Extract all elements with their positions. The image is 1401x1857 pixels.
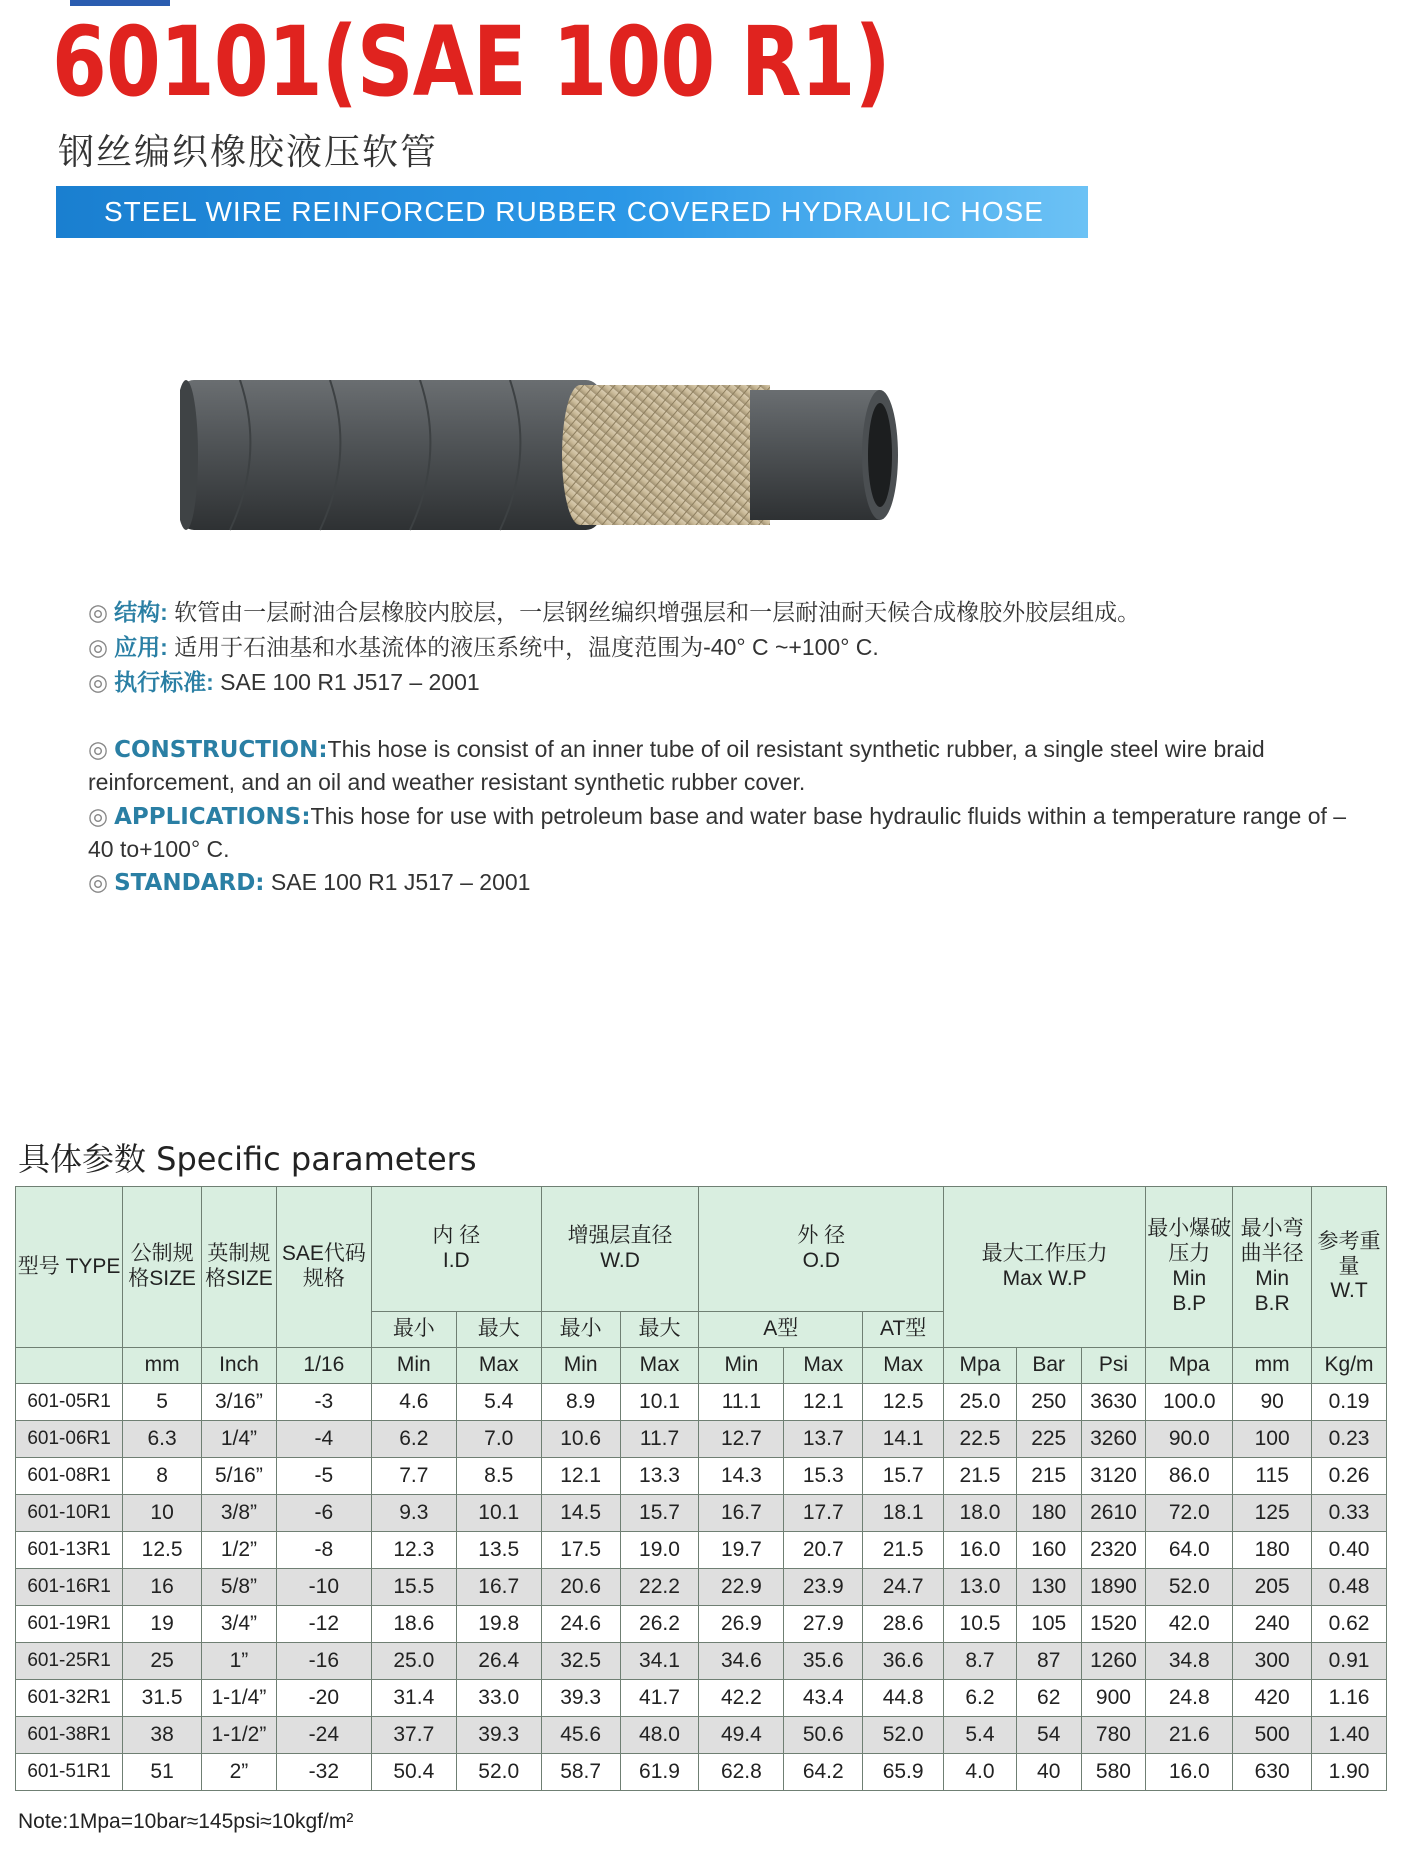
value-cell: 33.0: [456, 1680, 541, 1717]
value-cell: 7.0: [456, 1421, 541, 1458]
value-cell: 22.2: [620, 1569, 699, 1606]
value-cell: 42.0: [1146, 1606, 1233, 1643]
value-cell: 240: [1233, 1606, 1312, 1643]
value-cell: 90.0: [1146, 1421, 1233, 1458]
value-cell: 180: [1233, 1532, 1312, 1569]
value-cell: 44.8: [863, 1680, 944, 1717]
value-cell: 5: [123, 1384, 202, 1421]
value-cell: 86.0: [1146, 1458, 1233, 1495]
value-cell: -3: [276, 1384, 371, 1421]
table-row: [16, 1458, 1387, 1495]
subheader-max: 最大: [620, 1312, 699, 1348]
info-cn-1: [88, 596, 1348, 628]
table-row: [16, 1384, 1387, 1421]
table-row: [16, 1569, 1387, 1606]
units-row: [16, 1348, 1387, 1384]
value-cell: 24.7: [863, 1569, 944, 1606]
spec-table-body: [16, 1384, 1387, 1791]
value-cell: 3120: [1081, 1458, 1146, 1495]
subheader-a-type: A型: [699, 1312, 863, 1348]
value-cell: 12.1: [784, 1384, 863, 1421]
value-cell: 50.6: [784, 1717, 863, 1754]
value-cell: 12.3: [371, 1532, 456, 1569]
value-cell: 4.0: [944, 1754, 1017, 1791]
value-cell: 6.2: [944, 1680, 1017, 1717]
value-cell: 12.5: [123, 1532, 202, 1569]
value-cell: 36.6: [863, 1643, 944, 1680]
product-subtitle-cn: 钢丝编织橡胶液压软管: [58, 132, 439, 173]
value-cell: 52.0: [863, 1717, 944, 1754]
value-cell: 3/16”: [202, 1384, 277, 1421]
spec-table: [15, 1186, 1387, 1791]
value-cell: 100.0: [1146, 1384, 1233, 1421]
value-cell: 12.7: [699, 1421, 784, 1458]
unit-cell-empty: [16, 1348, 123, 1384]
value-cell: 0.62: [1312, 1606, 1387, 1643]
value-cell: 15.3: [784, 1458, 863, 1495]
value-cell: 10.6: [541, 1421, 620, 1458]
value-cell: 0.48: [1312, 1569, 1387, 1606]
value-cell: 16.7: [456, 1569, 541, 1606]
header-burst-pressure: 最小爆破压力 Min B.P: [1146, 1187, 1233, 1348]
hose-cover: [180, 380, 600, 530]
value-cell: 19.7: [699, 1532, 784, 1569]
value-cell: 9.3: [371, 1495, 456, 1532]
value-cell: 13.7: [784, 1421, 863, 1458]
header-type: 型号 TYPE: [16, 1187, 123, 1348]
value-cell: 18.0: [944, 1495, 1017, 1532]
value-cell: 19.0: [620, 1532, 699, 1569]
construction-label-cn: 结构:: [114, 599, 168, 625]
value-cell: 72.0: [1146, 1495, 1233, 1532]
value-cell: -32: [276, 1754, 371, 1791]
header-outer-diameter: 外 径 O.D: [699, 1187, 944, 1312]
value-cell: 11.7: [620, 1421, 699, 1458]
type-cell: 601-16R1: [16, 1569, 123, 1606]
value-cell: 23.9: [784, 1569, 863, 1606]
value-cell: 13.5: [456, 1532, 541, 1569]
value-cell: 0.23: [1312, 1421, 1387, 1458]
value-cell: 19: [123, 1606, 202, 1643]
value-cell: -8: [276, 1532, 371, 1569]
value-cell: 49.4: [699, 1717, 784, 1754]
value-cell: 24.6: [541, 1606, 620, 1643]
value-cell: 21.5: [944, 1458, 1017, 1495]
value-cell: 40: [1016, 1754, 1081, 1791]
value-cell: 35.6: [784, 1643, 863, 1680]
standard-text-cn: SAE 100 R1 J517 – 2001: [220, 669, 480, 695]
value-cell: 61.9: [620, 1754, 699, 1791]
standard-label-en: STANDARD:: [114, 870, 265, 896]
application-text-cn: 适用于石油基和水基流体的液压系统中，温度范围为-40° C ~+100° C.: [174, 634, 879, 660]
value-cell: 26.9: [699, 1606, 784, 1643]
subheader-at-type: AT型: [863, 1312, 944, 1348]
bullet-icon: ◎: [88, 803, 109, 829]
value-cell: 130: [1016, 1569, 1081, 1606]
value-cell: 34.8: [1146, 1643, 1233, 1680]
value-cell: 1”: [202, 1643, 277, 1680]
value-cell: 250: [1016, 1384, 1081, 1421]
unit-cell: Min: [371, 1348, 456, 1384]
value-cell: 7.7: [371, 1458, 456, 1495]
value-cell: 38: [123, 1717, 202, 1754]
value-cell: 12.5: [863, 1384, 944, 1421]
value-cell: 34.1: [620, 1643, 699, 1680]
value-cell: 1-1/4”: [202, 1680, 277, 1717]
value-cell: 10.5: [944, 1606, 1017, 1643]
value-cell: 225: [1016, 1421, 1081, 1458]
standard-text-en: SAE 100 R1 J517 – 2001: [270, 869, 531, 895]
table-row: [16, 1532, 1387, 1569]
value-cell: 630: [1233, 1754, 1312, 1791]
value-cell: 14.1: [863, 1421, 944, 1458]
value-cell: 4.6: [371, 1384, 456, 1421]
table-row: [16, 1606, 1387, 1643]
value-cell: 3260: [1081, 1421, 1146, 1458]
value-cell: 50.4: [371, 1754, 456, 1791]
value-cell: 51: [123, 1754, 202, 1791]
value-cell: 22.5: [944, 1421, 1017, 1458]
value-cell: 780: [1081, 1717, 1146, 1754]
value-cell: 10.1: [620, 1384, 699, 1421]
value-cell: 8.5: [456, 1458, 541, 1495]
value-cell: 52.0: [456, 1754, 541, 1791]
value-cell: 5/8”: [202, 1569, 277, 1606]
value-cell: 8.9: [541, 1384, 620, 1421]
header-weight: 参考重量 W.T: [1312, 1187, 1387, 1348]
value-cell: 180: [1016, 1495, 1081, 1532]
value-cell: 8.7: [944, 1643, 1017, 1680]
value-cell: 14.5: [541, 1495, 620, 1532]
value-cell: -24: [276, 1717, 371, 1754]
value-cell: 13.3: [620, 1458, 699, 1495]
unit-cell: Max: [620, 1348, 699, 1384]
value-cell: 65.9: [863, 1754, 944, 1791]
value-cell: 6.2: [371, 1421, 456, 1458]
value-cell: -6: [276, 1495, 371, 1532]
application-label-cn: 应用:: [114, 634, 168, 660]
value-cell: 17.7: [784, 1495, 863, 1532]
value-cell: 11.1: [699, 1384, 784, 1421]
header-inner-diameter: 内 径 I.D: [371, 1187, 541, 1312]
type-cell: 601-38R1: [16, 1717, 123, 1754]
value-cell: 420: [1233, 1680, 1312, 1717]
value-cell: 62.8: [699, 1754, 784, 1791]
value-cell: 0.40: [1312, 1532, 1387, 1569]
value-cell: 115: [1233, 1458, 1312, 1495]
value-cell: 100: [1233, 1421, 1312, 1458]
value-cell: 31.4: [371, 1680, 456, 1717]
unit-cell: 1/16: [276, 1348, 371, 1384]
value-cell: 17.5: [541, 1532, 620, 1569]
value-cell: 43.4: [784, 1680, 863, 1717]
value-cell: 32.5: [541, 1643, 620, 1680]
type-cell: 601-25R1: [16, 1643, 123, 1680]
value-cell: 0.33: [1312, 1495, 1387, 1532]
value-cell: 48.0: [620, 1717, 699, 1754]
value-cell: 0.19: [1312, 1384, 1387, 1421]
value-cell: 2610: [1081, 1495, 1146, 1532]
applications-label-en: APPLICATIONS:: [114, 804, 311, 830]
steel-wire-braid: [562, 385, 770, 525]
value-cell: 54: [1016, 1717, 1081, 1754]
unit-cell: Mpa: [1146, 1348, 1233, 1384]
value-cell: 13.0: [944, 1569, 1017, 1606]
header-max-working-pressure: 最大工作压力 Max W.P: [944, 1187, 1146, 1348]
value-cell: 15.7: [620, 1495, 699, 1532]
unit-cell: Min: [541, 1348, 620, 1384]
header-sae-code: SAE代码规格: [276, 1187, 371, 1348]
value-cell: 39.3: [456, 1717, 541, 1754]
construction-text-cn: 软管由一层耐油合层橡胶内胶层，一层钢丝编织增强层和一层耐油耐天候合成橡胶外胶层组成。: [174, 599, 1141, 625]
value-cell: 5.4: [944, 1717, 1017, 1754]
product-title: 60101(SAE 100 R1): [52, 6, 890, 118]
value-cell: 42.2: [699, 1680, 784, 1717]
value-cell: 26.4: [456, 1643, 541, 1680]
value-cell: 25: [123, 1643, 202, 1680]
value-cell: 10: [123, 1495, 202, 1532]
value-cell: -20: [276, 1680, 371, 1717]
value-cell: 18.6: [371, 1606, 456, 1643]
value-cell: 28.6: [863, 1606, 944, 1643]
type-cell: 601-19R1: [16, 1606, 123, 1643]
value-cell: 21.6: [1146, 1717, 1233, 1754]
value-cell: -5: [276, 1458, 371, 1495]
value-cell: 1260: [1081, 1643, 1146, 1680]
value-cell: 87: [1016, 1643, 1081, 1680]
value-cell: 3/8”: [202, 1495, 277, 1532]
unit-note: Note:1Mpa=10bar≈145psi≈10kgf/m²: [18, 1810, 354, 1833]
unit-cell: Max: [784, 1348, 863, 1384]
value-cell: 90: [1233, 1384, 1312, 1421]
construction-label-en: CONSTRUCTION:: [114, 737, 328, 763]
hose-product-image: [180, 380, 1050, 560]
value-cell: 1890: [1081, 1569, 1146, 1606]
value-cell: 205: [1233, 1569, 1312, 1606]
table-row: [16, 1495, 1387, 1532]
value-cell: 18.1: [863, 1495, 944, 1532]
bullet-icon: ◎: [88, 669, 109, 695]
info-en-3: [88, 866, 1348, 899]
value-cell: 160: [1016, 1532, 1081, 1569]
value-cell: 1/2”: [202, 1532, 277, 1569]
header-inch-size: 英制规格SIZE: [202, 1187, 277, 1348]
unit-cell: mm: [123, 1348, 202, 1384]
unit-cell: Mpa: [944, 1348, 1017, 1384]
value-cell: 5.4: [456, 1384, 541, 1421]
table-row: [16, 1717, 1387, 1754]
value-cell: 52.0: [1146, 1569, 1233, 1606]
unit-cell: Kg/m: [1312, 1348, 1387, 1384]
value-cell: 1.16: [1312, 1680, 1387, 1717]
value-cell: 45.6: [541, 1717, 620, 1754]
value-cell: 6.3: [123, 1421, 202, 1458]
type-cell: 601-06R1: [16, 1421, 123, 1458]
value-cell: 105: [1016, 1606, 1081, 1643]
subheader-min: 最小: [371, 1312, 456, 1348]
value-cell: 16.0: [1146, 1754, 1233, 1791]
type-cell: 601-51R1: [16, 1754, 123, 1791]
inner-tube: [750, 390, 898, 520]
table-row: [16, 1421, 1387, 1458]
value-cell: 62: [1016, 1680, 1081, 1717]
product-banner: STEEL WIRE REINFORCED RUBBER COVERED HYDRAULIC HOSE: [56, 186, 1088, 238]
value-cell: 58.7: [541, 1754, 620, 1791]
value-cell: 1520: [1081, 1606, 1146, 1643]
value-cell: 500: [1233, 1717, 1312, 1754]
value-cell: -4: [276, 1421, 371, 1458]
bullet-icon: ◎: [88, 599, 109, 625]
table-row: [16, 1680, 1387, 1717]
value-cell: 3630: [1081, 1384, 1146, 1421]
value-cell: 3/4”: [202, 1606, 277, 1643]
value-cell: 215: [1016, 1458, 1081, 1495]
info-cn-3: [88, 666, 1348, 698]
table-row: [16, 1754, 1387, 1791]
value-cell: 900: [1081, 1680, 1146, 1717]
value-cell: 24.8: [1146, 1680, 1233, 1717]
value-cell: 1.40: [1312, 1717, 1387, 1754]
value-cell: 26.2: [620, 1606, 699, 1643]
value-cell: -16: [276, 1643, 371, 1680]
bullet-icon: ◎: [88, 736, 109, 762]
value-cell: 21.5: [863, 1532, 944, 1569]
value-cell: 1/4”: [202, 1421, 277, 1458]
table-row: [16, 1643, 1387, 1680]
value-cell: 25.0: [944, 1384, 1017, 1421]
unit-cell: Bar: [1016, 1348, 1081, 1384]
section-title: 具体参数 Specific parameters: [18, 1140, 477, 1178]
value-cell: 2”: [202, 1754, 277, 1791]
value-cell: 22.9: [699, 1569, 784, 1606]
value-cell: 1-1/2”: [202, 1717, 277, 1754]
type-cell: 601-08R1: [16, 1458, 123, 1495]
info-en-1: [88, 733, 1348, 798]
value-cell: 1.90: [1312, 1754, 1387, 1791]
bullet-icon: ◎: [88, 634, 109, 660]
value-cell: 2320: [1081, 1532, 1146, 1569]
unit-cell: Max: [456, 1348, 541, 1384]
unit-cell: Min: [699, 1348, 784, 1384]
value-cell: 39.3: [541, 1680, 620, 1717]
applications-text-en: This hose for use with petroleum base and water base hydraulic fluids within a temperature range of – 40 to+100° C.: [88, 803, 1347, 863]
value-cell: 20.7: [784, 1532, 863, 1569]
standard-label-cn: 执行标准:: [114, 669, 214, 695]
value-cell: 0.91: [1312, 1643, 1387, 1680]
value-cell: 41.7: [620, 1680, 699, 1717]
header-metric-size: 公制规格SIZE: [123, 1187, 202, 1348]
value-cell: 37.7: [371, 1717, 456, 1754]
info-cn-2: [88, 631, 1348, 663]
value-cell: 64.0: [1146, 1532, 1233, 1569]
value-cell: 20.6: [541, 1569, 620, 1606]
unit-cell: Max: [863, 1348, 944, 1384]
value-cell: 16.7: [699, 1495, 784, 1532]
value-cell: 8: [123, 1458, 202, 1495]
type-cell: 601-13R1: [16, 1532, 123, 1569]
value-cell: 16.0: [944, 1532, 1017, 1569]
value-cell: -10: [276, 1569, 371, 1606]
construction-text-en: This hose is consist of an inner tube of oil resistant synthetic rubber, a single steel wire braid reinforcement, and an oil and weather resistant synthetic rubber cover.: [88, 736, 1265, 796]
type-cell: 601-32R1: [16, 1680, 123, 1717]
header-bend-radius: 最小弯曲半径 Min B.R: [1233, 1187, 1312, 1348]
value-cell: 5/16”: [202, 1458, 277, 1495]
type-cell: 601-10R1: [16, 1495, 123, 1532]
header-wire-diameter: 增强层直径 W.D: [541, 1187, 699, 1312]
unit-cell: Inch: [202, 1348, 277, 1384]
unit-cell: mm: [1233, 1348, 1312, 1384]
value-cell: 12.1: [541, 1458, 620, 1495]
value-cell: 31.5: [123, 1680, 202, 1717]
value-cell: 10.1: [456, 1495, 541, 1532]
value-cell: 15.5: [371, 1569, 456, 1606]
value-cell: 125: [1233, 1495, 1312, 1532]
value-cell: -12: [276, 1606, 371, 1643]
type-cell: 601-05R1: [16, 1384, 123, 1421]
value-cell: 14.3: [699, 1458, 784, 1495]
value-cell: 25.0: [371, 1643, 456, 1680]
value-cell: 580: [1081, 1754, 1146, 1791]
subheader-min: 最小: [541, 1312, 620, 1348]
info-en-2: [88, 800, 1348, 865]
value-cell: 64.2: [784, 1754, 863, 1791]
value-cell: 300: [1233, 1643, 1312, 1680]
value-cell: 19.8: [456, 1606, 541, 1643]
value-cell: 15.7: [863, 1458, 944, 1495]
subheader-max: 最大: [456, 1312, 541, 1348]
bullet-icon: ◎: [88, 869, 109, 895]
value-cell: 16: [123, 1569, 202, 1606]
value-cell: 27.9: [784, 1606, 863, 1643]
value-cell: 34.6: [699, 1643, 784, 1680]
unit-cell: Psi: [1081, 1348, 1146, 1384]
value-cell: 0.26: [1312, 1458, 1387, 1495]
